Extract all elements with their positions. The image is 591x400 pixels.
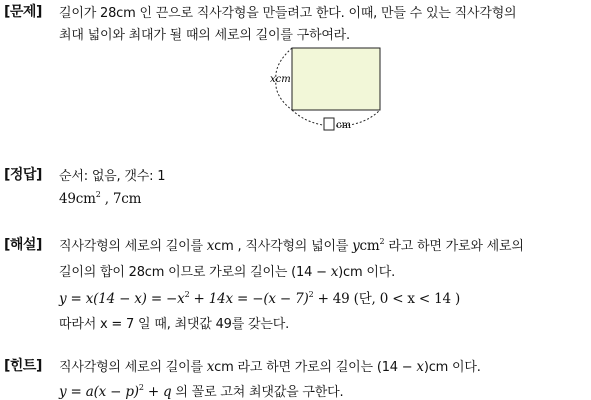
exp-l1-text-a: 직사각형의 세로의 길이를	[59, 239, 207, 254]
exp-l2-text-a: 길이의 합이 28cm 이므로 가로의 길이는 (14 −	[59, 265, 331, 280]
explanation-line3-equation	[59, 287, 460, 307]
exp-l1-var-x: x	[206, 238, 215, 254]
exp-l2-text-b: )cm 이다.	[338, 265, 396, 280]
hint-l2-math: y = a(x − p)	[59, 384, 139, 400]
hint-line1	[59, 356, 481, 375]
problem-text-line1: 길이가 28cm 인 끈으로 직사각형을 만들려고 한다. 이때, 만들 수 있는 직사각형의	[59, 6, 517, 21]
bottom-length-unit: cm	[336, 120, 352, 131]
hint-l2-text: 의 꼴로 고쳐 최댓값을 구한다.	[171, 385, 344, 400]
exp-l1-text-b: cm , 직사각형의 넓이를	[214, 239, 353, 254]
bottom-length-blank	[324, 118, 334, 130]
hint-tag: [힌트]	[4, 358, 42, 374]
exp-l1-var-y: y	[352, 238, 360, 254]
exp-l2-var-x: x	[330, 264, 339, 280]
explanation-tag: [해설]	[4, 237, 42, 253]
hint-l1-text-b: cm 라고 하면 가로의 길이는 (14 −	[214, 360, 417, 375]
side-length-label: xcm	[270, 74, 291, 85]
exp-l3-mid: + 14x = −(x − 7)	[189, 291, 309, 307]
exp-l1-unit: cm	[359, 238, 380, 254]
problem-text-line2: 최대 넓이와 최대가 될 때의 세로의 길이를 구하여라.	[59, 28, 350, 43]
hint-l1-text-a: 직사각형의 세로의 길이를	[59, 360, 207, 375]
answer-area: 49cm	[59, 191, 96, 207]
answer-length: , 7cm	[100, 191, 142, 207]
rectangle-shape	[292, 48, 380, 110]
answer-area-exponent: 2	[95, 190, 101, 199]
explanation-line4: 따라서 x = 7 일 때, 최댓값 49를 갖는다.	[59, 317, 290, 332]
hint-l1-text-c: )cm 이다.	[423, 360, 481, 375]
explanation-line2	[59, 261, 395, 280]
hint-l2-exponent: 2	[138, 383, 144, 392]
hint-l1-var-x: x	[206, 359, 215, 375]
hint-line2	[59, 381, 343, 400]
exp-l3-exp2: 2	[308, 290, 314, 299]
exp-l1-exponent: 2	[379, 237, 385, 246]
answer-values	[59, 191, 141, 207]
exp-l3-end: + 49 (단, 0 < x < 14 )	[313, 291, 461, 307]
answer-tag: [정답]	[4, 167, 42, 183]
explanation-line1	[59, 235, 524, 254]
hint-l1-var-x2: x	[416, 359, 424, 375]
answer-order-count: 순서: 없음, 갯수: 1	[59, 169, 166, 184]
exp-l1-text-d: 라고 하면 가로와 세로의	[384, 239, 524, 254]
exp-l3-math: y = x(14 − x) = −x	[59, 291, 185, 307]
problem-tag: [문제]	[4, 4, 42, 20]
hint-l2-q: + q	[143, 384, 172, 400]
exp-l3-exp1: 2	[184, 290, 190, 299]
rectangle-figure	[264, 44, 394, 134]
